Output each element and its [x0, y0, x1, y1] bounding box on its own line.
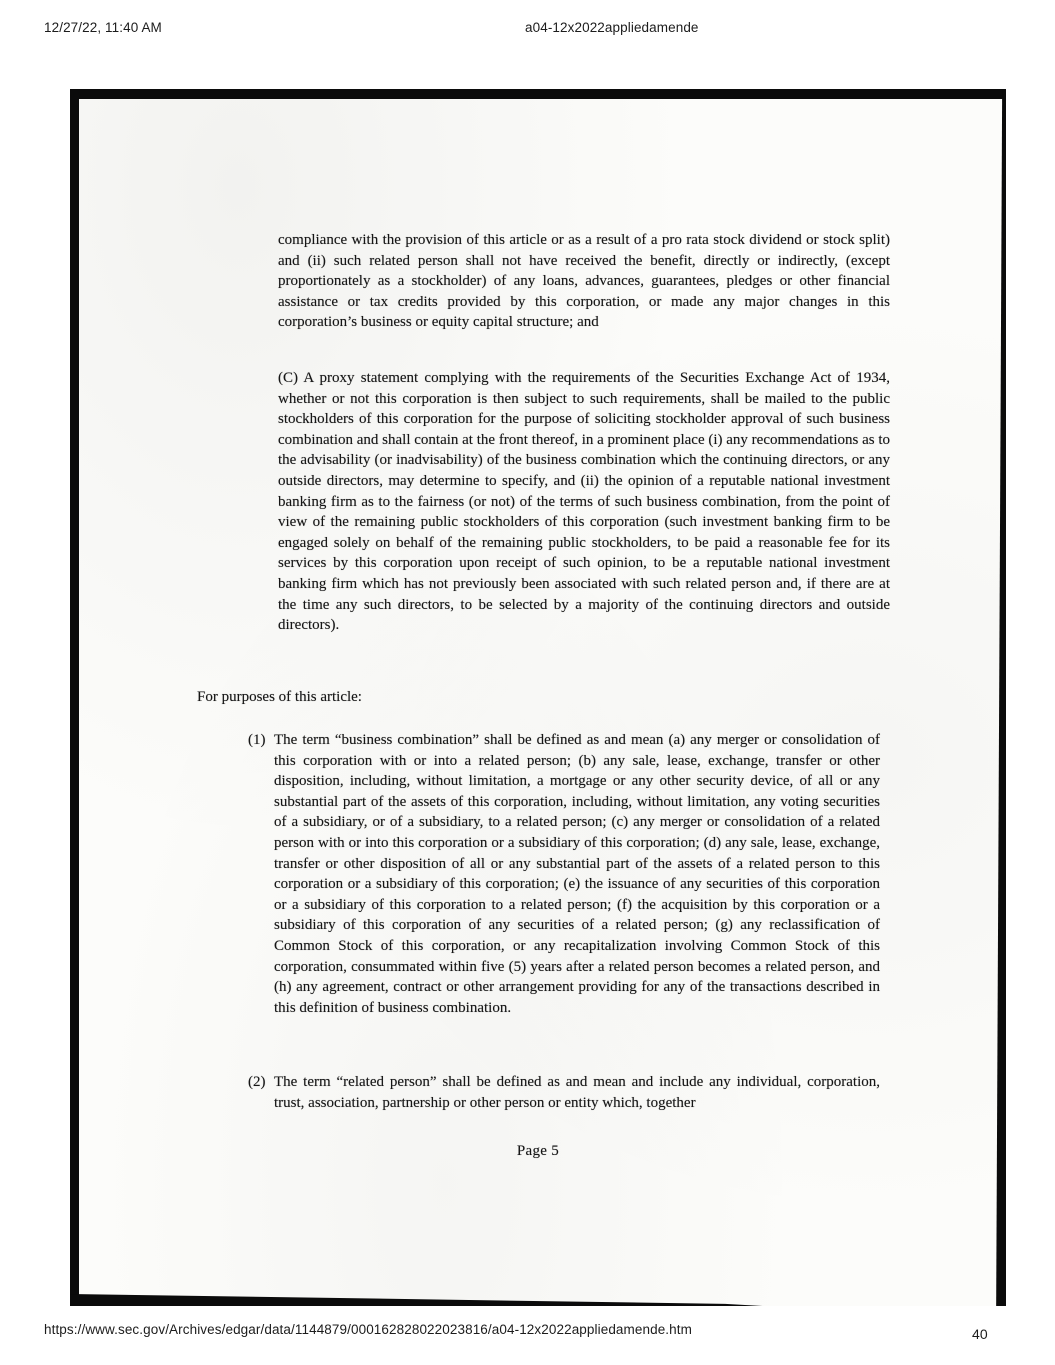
document-page-label: Page 5 [516, 1143, 560, 1159]
list-item-2-text: The term “related person” shall be defined as and mean and include any individual, corporation, trust, association, partnership or other person or entity which, together [274, 1074, 880, 1111]
print-footer-page-number: 40 [972, 1326, 988, 1342]
paragraph-section-c: (C) A proxy statement complying with the requirements of the Securities Exchange Act of 1934, whether or not this corporation is then subject to such requirements, shall be mailed to the public stockholders of this corporation for the purpose of soliciting stockholder approval of such business combination and shall contain at the front thereof, in a prominent place (i) any recommendations as to the advisability (or inadvisability) of the business combination which the continuing directors, or any outside directors, may determine to specify, and (ii) the opinion of a reputable national investment banking firm as to the fairness (or not) of the terms of such business combination, from the point of view of the remaining public stockholders of this corporation (such investment banking firm to be engaged solely on behalf of the remaining public stockholders, to be paid a reasonable fee for its services by this corporation upon receipt of such opinion, to be a reputable national investment banking firm which has not previously been associated with such related person and, if there are at the time any such directors, to be selected by a majority of the continuing directors and outside directors). [278, 370, 890, 634]
list-item-2-number: (2) [248, 1074, 266, 1090]
list-item-1-number: (1) [248, 732, 266, 748]
scan-edge-top [70, 89, 1006, 99]
print-header-doc-title: a04-12x2022appliedamende [525, 20, 699, 35]
paragraph-intro: For purposes of this article: [197, 689, 362, 705]
scan-edge-bottom [70, 1294, 1006, 1306]
scanned-document-page [70, 89, 1006, 1306]
print-header-datetime: 12/27/22, 11:40 AM [44, 20, 162, 35]
scan-edge-right [994, 89, 1006, 1306]
list-item-2 [248, 1072, 888, 1113]
list-item-1 [248, 730, 888, 1018]
paragraph-continuation: compliance with the provision of this article or as a result of a pro rata stock dividend or stock split) and (ii) such related person shall not have received the benefit, directly or indirectly, (except proportionately as a stockholder) of any loans, advances, guarantees, pledges or other financial assistance or tax credits provided by this corporation, or made any major changes in this corporation’s business or equity capital structure; and [278, 232, 890, 331]
print-footer-url: https://www.sec.gov/Archives/edgar/data/1144879/000162828022023816/a04-12x2022appliedamende.htm [44, 1322, 692, 1337]
list-item-1-text: The term “business combination” shall be defined as and mean (a) any merger or consolidation of this corporation with or into a related person; (b) any sale, lease, exchange, transfer or other disposition, including, without limitation, a mortgage or any other security device, of all or any substantial part of the assets of this corporation, including, without limitation, any voting securities of a subsidiary, or of a subsidiary, to a related person; (c) any merger or consolidation of a related person with or into this corporation or a subsidiary of this corporation; (d) any sale, lease, exchange, transfer or other disposition of all or any substantial part of the assets of a related person to this corporation or a subsidiary of this corporation; (e) the issuance of any securities of this corporation or a subsidiary of this corporation to a related person; (f) the acquisition by this corporation or a subsidiary of this corporation of any securities of a related person; (g) any reclassification of Common Stock of this corporation, or any recapitalization involving Common Stock of this corporation, consummated within five (5) years after a related person becomes a related person, and (h) any agreement, contract or other arrangement providing for any of the transactions described in this definition of business combination. [274, 732, 880, 1016]
scan-edge-left [70, 89, 79, 1306]
